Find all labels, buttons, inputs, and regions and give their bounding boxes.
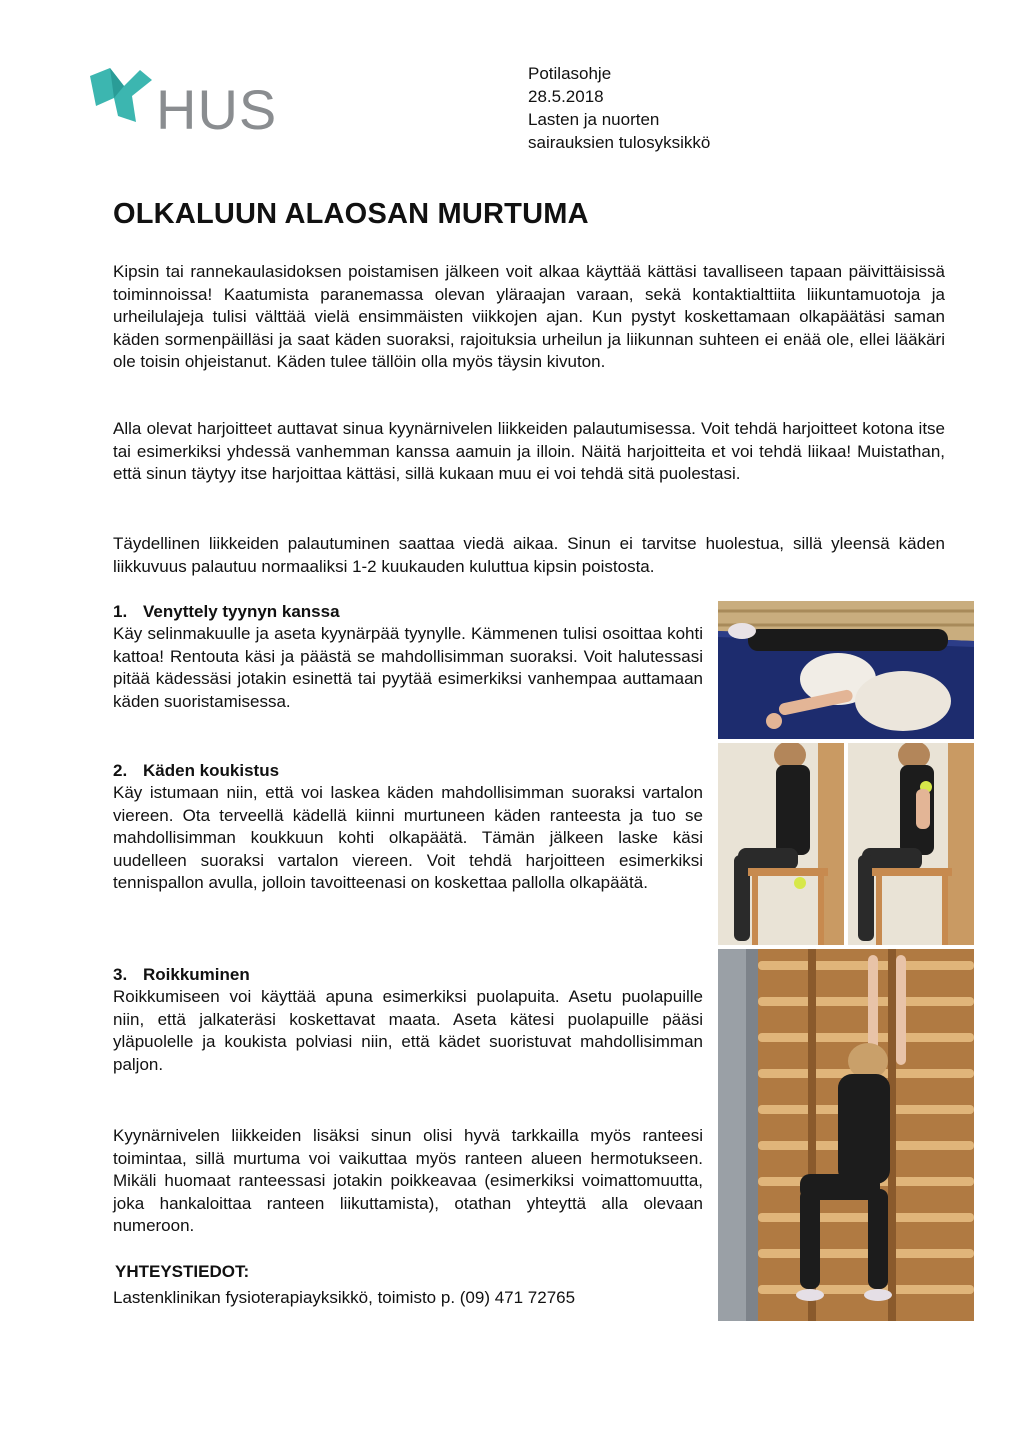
document-date: 28.5.2018 (528, 87, 604, 106)
exercise-text: Käy istumaan niin, että voi laskea käden mahdollisimman suoraksi vartalon viereen. Ota terveellä kädellä kiinni murtuneen käden ranteesta ja tuo se mahdollisimman koukkuun kohti olkapäätä. Tämän jälkeen laske käsi uudelleen suoraksi vartalon viereen. Voit tehdä harjoitteen esimerkiksi tennispallon avulla, jolloin tavoitteenasi on koskettaa pallolla olkapäätä. (113, 783, 703, 892)
logo-text: HUS (156, 78, 278, 141)
page-title: OLKALUUN ALAOSAN MURTUMA (113, 198, 589, 230)
exercise-text: Käy selinmakuulle ja aseta kyynärpää tyynylle. Kämmenen tulisi osoittaa kohti kattoa! Rentouta käsi ja päästä se mahdollisimman suoraksi. Voit halutessasi pitää kädessäsi jotakin esinettä tai pyytää esimerkiksi vanhempaa auttamaan käden suoristamisessa. (113, 624, 703, 711)
exercise-text: Roikkumiseen voi käyttää apuna esimerkiksi puolapuita. Asetu puolapuille niin, että jalkateräsi koskettavat maata. Aseta kätesi puolapuille pääsi yläpuolelle ja koukista polviasi niin, että kädet suoristuvat mahdollisimman paljon. (113, 987, 703, 1074)
exercise-heading: 2. Käden koukistus (113, 761, 280, 780)
hus-logo (88, 62, 288, 142)
contact-info: Lastenklinikan fysioterapiayksikkö, toimisto p. (09) 471 72765 (113, 1288, 576, 1307)
document-header-info (528, 62, 710, 154)
exercise-heading: 3. Roikkuminen (113, 965, 250, 984)
intro-paragraph-1: Kipsin tai rannekaulasidoksen poistamisen jälkeen voit alkaa käyttää kättäsi tavalliseen tapaan päivittäisissä toiminnoissa! Kaatumista paranemassa olevan yläraajan varaan, sekä kontaktialttiita liikuntamuotoja ja urheilulajeja tulisi välttää vielä ensimmäisten viikkojen ajan. Kun pystyt koskettamaan olkapäätäsi saman käden sormenpäilläsi ja saat käden suoraksi, rajoituksia urheilun ja liikunnan suhteen ei enää ole, ellei lääkäri ole toisin ohjeistanut. Käden tulee tällöin olla myös täysin kivuton. (113, 262, 945, 371)
exercise-2 (113, 760, 703, 895)
department-line-1: Lasten ja nuorten (528, 110, 660, 129)
contact-heading: YHTEYSTIEDOT: (115, 1262, 250, 1281)
department-line-2: sairauksien tulosyksikkö (528, 133, 711, 152)
document-type: Potilasohje (528, 64, 612, 83)
photo-hanging-wall-bars (718, 949, 974, 1321)
intro-paragraph-2: Alla olevat harjoitteet auttavat sinua kyynärnivelen liikkeiden palautumisessa. Voit tehdä harjoitteet kotona itse tai esimerkiksi yhdessä vanhemman kanssa aamuin ja illoin. Näitä harjoitteita et voi tehdä liikaa! Muistathan, että sinun täytyy itse harjoittaa kättäsi, sillä kukaan muu ei voi tehdä sitä puolestasi. (113, 419, 945, 483)
hus-cross-logo-icon (88, 66, 158, 126)
exercise-3 (113, 964, 703, 1076)
exercise-heading: 1. Venyttely tyynyn kanssa (113, 602, 340, 621)
photo-pillow-stretch (718, 601, 974, 739)
closing-paragraph: Kyynärnivelen liikkeiden lisäksi sinun olisi hyvä tarkkailla myös ranteesi toimintaa, sillä murtuma voi vaikuttaa myös ranteen alueen hermotukseen. Mikäli huomaat ranteessasi jotakin poikkeavaa (esimerkiksi voimattomuutta, joka hankaloittaa ranteen liikuttamista), otathan yhteyttä alla olevaan numeroon. (113, 1126, 703, 1235)
intro-paragraph-3: Täydellinen liikkeiden palautuminen saattaa viedä aikaa. Sinun ei tarvitse huolestua, sillä yleensä käden liikkuvuus palautuu normaaliksi 1-2 kuukauden kuluttua kipsin poistosta. (113, 534, 945, 576)
photo-elbow-flexion (718, 743, 974, 945)
exercise-1 (113, 601, 703, 713)
